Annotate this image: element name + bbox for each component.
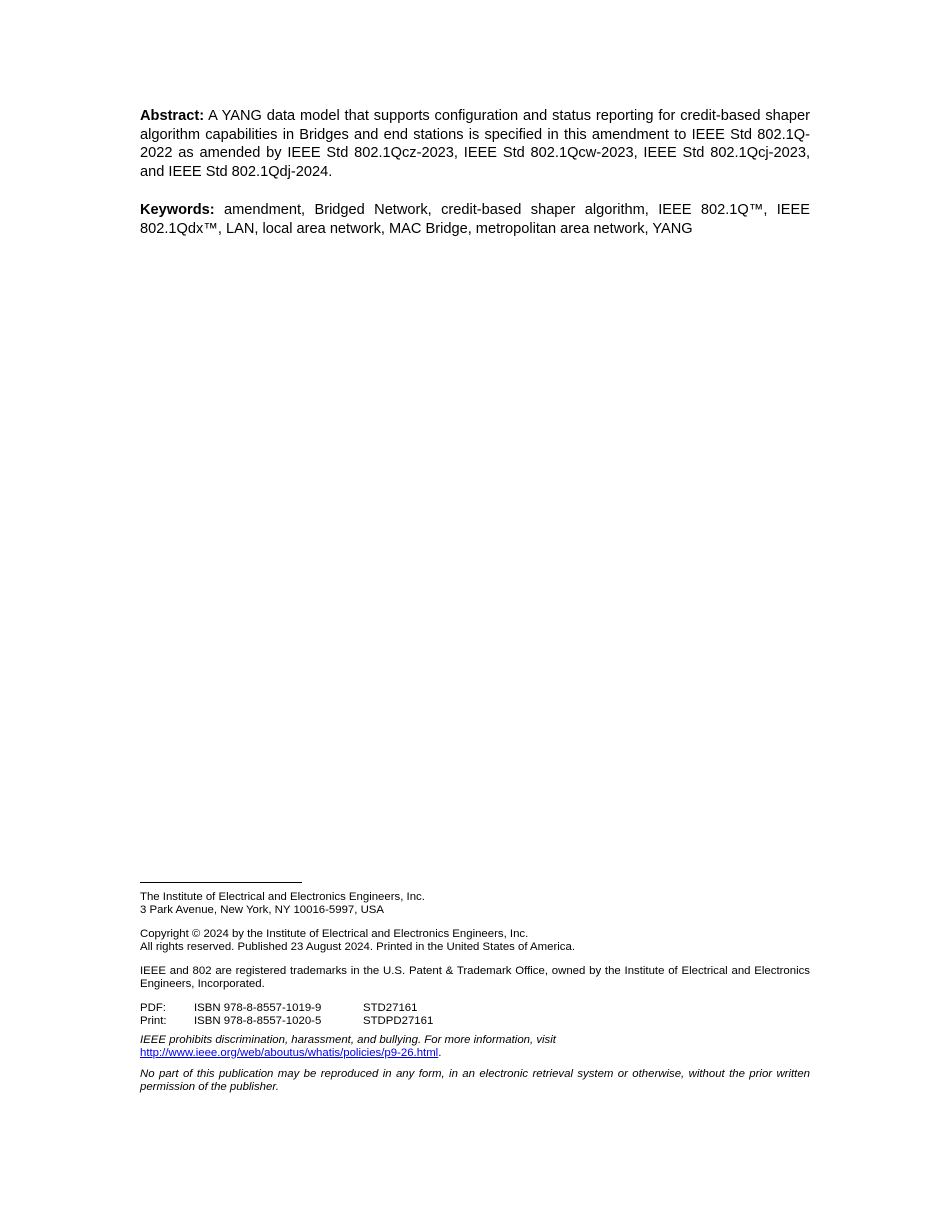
rights-line: All rights reserved. Published 23 August 2024. Printed in the United States of America.	[140, 940, 575, 953]
isbn-format: Print:	[140, 1014, 167, 1027]
isbn-row-print	[140, 1015, 810, 1028]
isbn-format: PDF:	[140, 1002, 166, 1014]
isbn-row-pdf	[140, 1002, 810, 1015]
policy-link[interactable]: http://www.ieee.org/web/aboutus/whatis/policies/p9-26.html	[140, 1046, 439, 1059]
keywords-paragraph	[140, 201, 810, 238]
abstract-label: Abstract:	[140, 108, 205, 124]
isbn-number: ISBN 978-8-8557-1019-9	[194, 1002, 322, 1014]
policy-period: .	[438, 1046, 442, 1059]
trademark-notice: IEEE and 802 are registered trademarks in the U.S. Patent & Trademark Office, owned by the Institute of Electrical and Electronics Engineers, Incorporated.	[140, 965, 810, 990]
isbn-code: STD27161	[363, 1002, 418, 1014]
isbn-list	[140, 1002, 810, 1027]
publisher-name: The Institute of Electrical and Electronics Engineers, Inc.	[140, 891, 425, 903]
abstract-paragraph	[140, 107, 810, 181]
footnote-divider	[140, 882, 302, 883]
publisher-info	[140, 891, 810, 916]
policy-notice	[140, 1034, 810, 1059]
copyright-line: Copyright © 2024 by the Institute of Electrical and Electronics Engineers, Inc.	[140, 928, 529, 940]
reproduction-notice: No part of this publication may be reproduced in any form, in an electronic retrieval system or otherwise, without the prior written permission of the publisher.	[140, 1068, 810, 1093]
policy-text: IEEE prohibits discrimination, harassment, and bullying. For more information, visit	[140, 1034, 556, 1046]
copyright-notice	[140, 928, 810, 953]
keywords-label: Keywords:	[140, 202, 215, 218]
isbn-code: STDPD27161	[363, 1014, 434, 1027]
keywords-text: amendment, Bridged Network, credit-based shaper algorithm, IEEE 802.1Q™, IEEE 802.1Qdx™, LAN, local area network, MAC Bridge, metropolitan area network, YANG	[140, 202, 810, 237]
abstract-text: A YANG data model that supports configuration and status reporting for credit-based shaper algorithm capabilities in Bridges and end stations is specified in this amendment to IEEE Std 802.1Q-2022 as amended by IEEE Std 802.1Qcz-2023, IEEE Std 802.1Qcw-2023, IEEE Std 802.1Qcj-2023, and IEEE Std 802.1Qdj-2024.	[140, 108, 810, 180]
isbn-number: ISBN 978-8-8557-1020-5	[194, 1014, 322, 1027]
publisher-address: 3 Park Avenue, New York, NY 10016-5997, USA	[140, 903, 385, 916]
